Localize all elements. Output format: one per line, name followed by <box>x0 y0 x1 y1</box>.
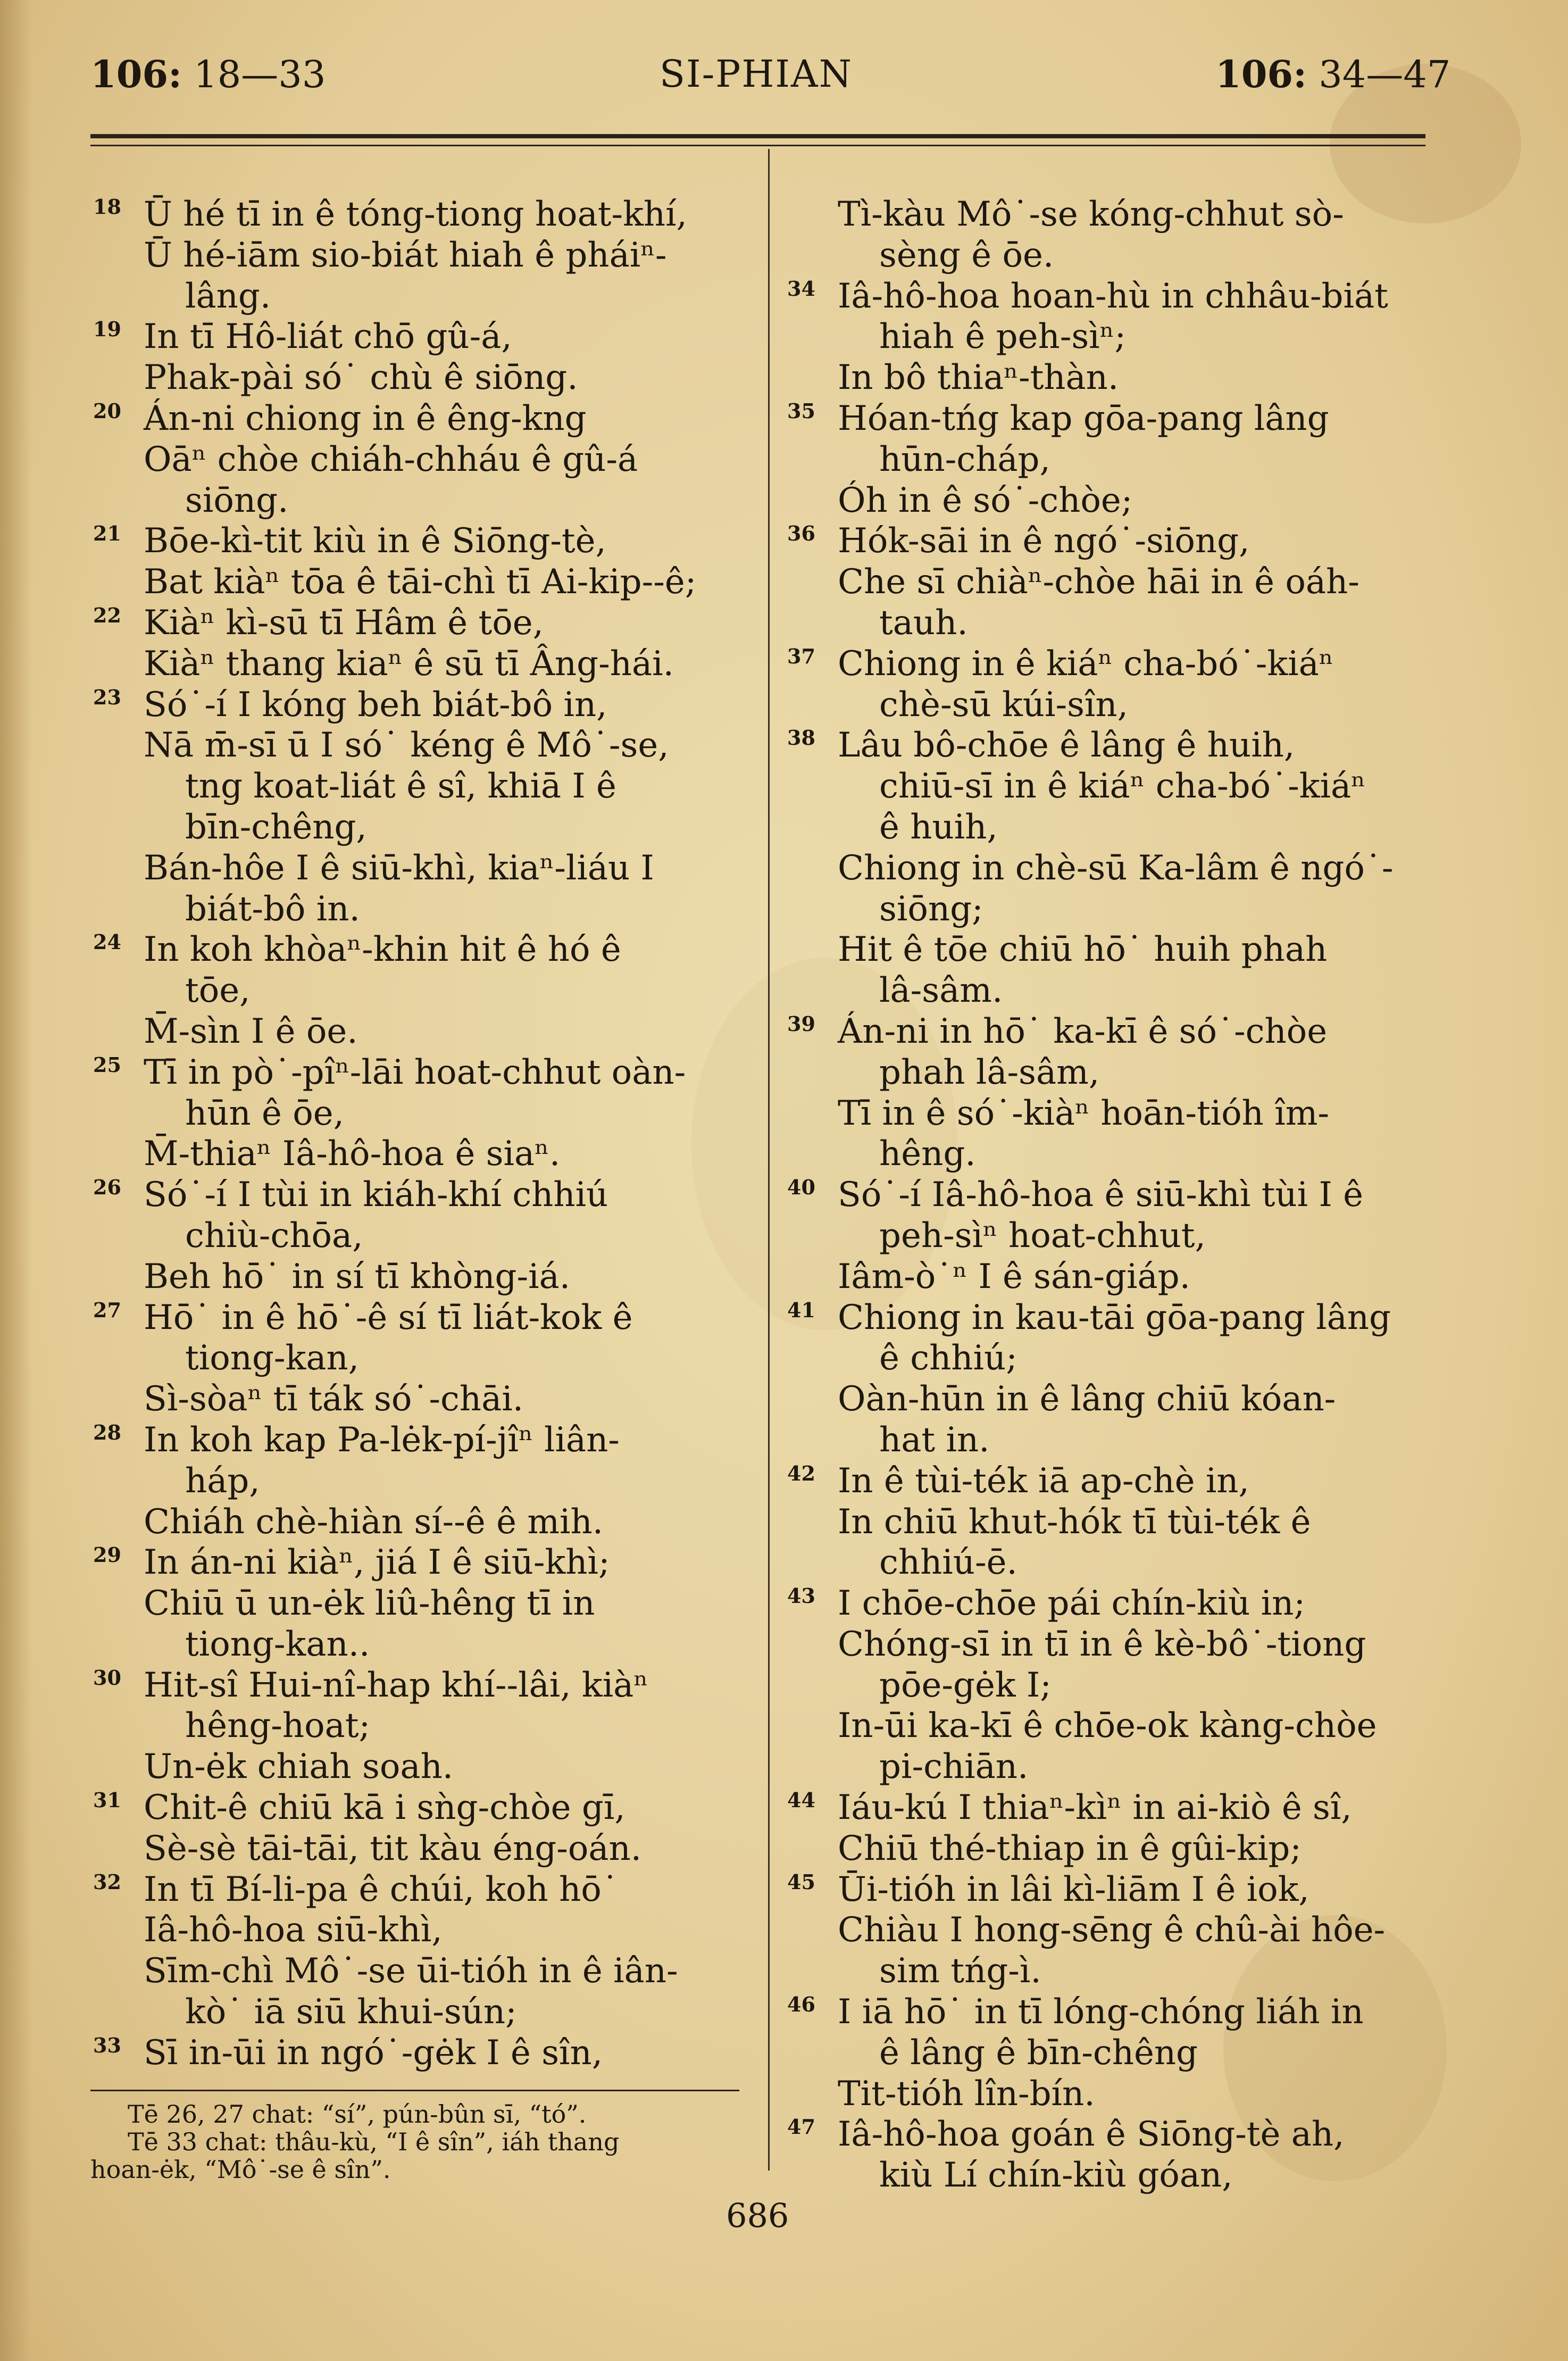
header-left <box>90 52 326 96</box>
verse <box>93 398 747 521</box>
verse <box>93 194 747 317</box>
verse-number: 22 <box>93 603 121 627</box>
verse-line: Kiàⁿ thang kiaⁿ ê sū tī Âng-hái. <box>144 644 674 684</box>
verse-line: Án-ni in hō˙ ka-kī ê só˙-chòe <box>838 1011 1328 1051</box>
verse-line: hêng-hoat; <box>185 1706 371 1746</box>
header-title: SI-PHIAN <box>660 52 853 96</box>
verse-line: M̄-sìn I ê ōe. <box>144 1011 358 1051</box>
verse <box>93 929 747 1052</box>
verse-line: Chiong in chè-sū Ka-lâm ê ngó˙- <box>838 848 1394 888</box>
verse-line: Óh in ê só˙-chòe; <box>838 480 1133 520</box>
verse <box>787 521 1441 643</box>
verse-line: Chiong in ê kiáⁿ cha-bó˙-kiáⁿ <box>838 644 1334 684</box>
verse <box>787 2114 1441 2196</box>
verse-line: Kiàⁿ kì-sū tī Hâm ê tōe, <box>144 603 544 643</box>
verse-line: hêng. <box>879 1134 976 1174</box>
verse-number: 18 <box>93 195 121 219</box>
verse-line: Bán-hôe I ê siū-khì, kiaⁿ-liáu I <box>144 848 654 888</box>
verse-line: hiah ê peh-sìⁿ; <box>879 317 1126 357</box>
verse-line: Chiong in kau-tāi gōa-pang lâng <box>838 1298 1391 1337</box>
header-right <box>1215 52 1450 96</box>
verse <box>93 1298 747 1420</box>
verse-number: 26 <box>93 1175 121 1200</box>
verse-line: Iâ-hô-hoa goán ê Siōng-tè ah, <box>838 2115 1345 2155</box>
verse <box>787 398 1441 521</box>
verse-line: Chiū thé-thiap in ê gûi-kip; <box>838 1828 1302 1868</box>
verse-number: 42 <box>787 1461 815 1485</box>
header-left-verses: 18—33 <box>194 53 326 96</box>
verse-line: Phak-pài só˙ chù ê siōng. <box>144 358 578 398</box>
verse-line: Che sī chiàⁿ-chòe hāi in ê oáh- <box>838 562 1360 602</box>
verse <box>787 1992 1441 2114</box>
header-left-chapter: 106: <box>90 52 182 96</box>
verse-line: Hók-sāi in ê ngó˙-siōng, <box>838 521 1250 561</box>
verse-line: Tì-kàu Mô˙-se kóng-chhut sò- <box>838 195 1344 234</box>
header-right-chapter: 106: <box>1215 52 1307 96</box>
verse-number: 47 <box>787 2115 815 2139</box>
verse-line: chiū-sī in ê kiáⁿ cha-bó˙-kiáⁿ <box>879 767 1366 807</box>
verse-line: ê chhiú; <box>879 1339 1017 1378</box>
verse-line: In tī Hô-liát chō gû-á, <box>144 317 512 357</box>
verse <box>93 603 747 685</box>
verse-line: In án-ni kiàⁿ, jiá I ê siū-khì; <box>144 1543 610 1583</box>
verse-line: chiù-chōa, <box>185 1216 363 1256</box>
verse <box>93 521 747 603</box>
verse <box>787 725 1441 1011</box>
verse-line: phah lâ-sâm, <box>879 1052 1100 1092</box>
verse-number: 24 <box>93 930 121 954</box>
header-right-verses: 34—47 <box>1319 53 1451 96</box>
verse-line: In koh khòaⁿ-khin hit ê hó ê <box>144 930 621 970</box>
verse-number: 39 <box>787 1011 815 1036</box>
footnote-rule <box>90 2090 739 2091</box>
verse-line: tng koat-liát ê sî, khiā I ê <box>185 767 616 807</box>
verse <box>787 1175 1441 1297</box>
verse-line: Chit-ê chiū kā i sǹg-chòe gī, <box>144 1788 625 1828</box>
verse <box>787 1869 1441 1992</box>
verse-line: chhiú-ē. <box>879 1543 1017 1583</box>
verse-line: háp, <box>185 1461 260 1501</box>
verse-line: ê huih, <box>879 807 998 847</box>
verse-line: Sīm-chì Mô˙-se ūi-tióh in ê iân- <box>144 1951 678 1991</box>
verse-line: In koh kap Pa-lėk-pí-jîⁿ liân- <box>144 1420 620 1460</box>
verse-line: M̄-thiaⁿ Iâ-hô-hoa ê siaⁿ. <box>144 1134 561 1174</box>
footnotes <box>90 2100 750 2183</box>
verse-line: Chiáh chè-hiàn sí--ê ê mih. <box>144 1502 604 1542</box>
verse-line: bīn-chêng, <box>185 807 367 847</box>
verse <box>93 317 747 398</box>
verse-number: 38 <box>787 726 815 750</box>
verse-line: In chiū khut-hók tī tùi-ték ê <box>838 1502 1311 1542</box>
column-divider <box>768 149 770 2171</box>
verse-line: Sī in-ūi in ngó˙-gėk I ê sîn, <box>144 2033 603 2073</box>
verse-line: Só˙-í I kóng beh biát-bô in, <box>144 685 607 725</box>
verse-number: 41 <box>787 1298 815 1322</box>
verse-line: Tī in pò˙-pîⁿ-lāi hoat-chhut oàn- <box>144 1052 686 1092</box>
verse-line: Chiàu I hong-sēng ê chû-ài hôe- <box>838 1910 1386 1950</box>
verse-line: Ū hé tī in ê tóng-tiong hoat-khí, <box>144 195 687 234</box>
verse-line: I iā hō˙ in tī lóng-chóng liáh in <box>838 1992 1364 2032</box>
verse-line: Só˙-í I tùi in kiáh-khí chhiú <box>144 1175 608 1215</box>
verse-line: lâng. <box>185 276 271 316</box>
verse-number: 19 <box>93 317 121 342</box>
verse-line: tiong-kan.. <box>185 1624 370 1664</box>
header-rule-thick <box>90 134 1425 138</box>
verse <box>787 1583 1441 1788</box>
verse-line: peh-sìⁿ hoat-chhut, <box>879 1216 1206 1256</box>
verse <box>787 1461 1441 1583</box>
verse-line: hūn ê ōe, <box>185 1093 344 1133</box>
verse-line: Bōe-kì-tit kiù in ê Siōng-tè, <box>144 521 606 561</box>
verse <box>93 1420 747 1542</box>
verse-line: Oàn-hūn in ê lâng chiū kóan- <box>838 1379 1336 1419</box>
verse-number: 23 <box>93 685 121 709</box>
verse-line: I chōe-chōe pái chín-kiù in; <box>838 1584 1305 1624</box>
verse-line: siōng; <box>879 889 983 929</box>
verse-line: Un-ėk chiah soah. <box>144 1747 454 1787</box>
verse-line: In bô thiaⁿ-thàn. <box>838 358 1119 398</box>
verse-line: sim tńg-ì. <box>879 1951 1041 1991</box>
verse-line: Hō˙ in ê hō˙-ê sí tī liát-kok ê <box>144 1298 633 1337</box>
verse-line: kò˙ iā siū khui-sún; <box>185 1992 517 2032</box>
verse-number: 32 <box>93 1869 121 1894</box>
verse-line: Tit-tióh lîn-bín. <box>838 2074 1095 2114</box>
verse <box>93 1052 747 1175</box>
footnote-line: Tē 26, 27 chat: “sí”, pún-bûn sī, “tó”. <box>128 2100 587 2129</box>
verse <box>787 1298 1441 1461</box>
verse-number: 31 <box>93 1788 121 1813</box>
verse-line: Lâu bô-chōe ê lâng ê huih, <box>838 726 1295 766</box>
verse-line: siōng. <box>185 480 289 520</box>
verse <box>787 644 1441 726</box>
verse-number: 29 <box>93 1543 121 1567</box>
verse-line: Sì-sòaⁿ tī ták só˙-chāi. <box>144 1379 524 1419</box>
verse-line: lâ-sâm. <box>879 971 1003 1011</box>
verse-number: 36 <box>787 521 815 546</box>
verse-line: Bat kiàⁿ tōa ê tāi-chì tī Ai-kip--ê; <box>144 562 697 602</box>
verse-line: Hit-sî Hui-nî-hap khí--lâi, kiàⁿ <box>144 1665 648 1705</box>
left-column <box>93 194 747 2074</box>
verse-number: 44 <box>787 1788 815 1813</box>
verse-line: pi-chiān. <box>879 1747 1029 1787</box>
verse-line: In ê tùi-ték iā ap-chè in, <box>838 1461 1249 1501</box>
verse-line: In tī Bí-li-pa ê chúi, koh hō˙ <box>144 1869 619 1909</box>
verse-line: Ūi-tióh in lâi kì-liām I ê iok, <box>838 1869 1310 1909</box>
footnote-line: Tē 33 chat: thâu-kù, “I ê sîn”, iáh thang <box>128 2127 620 2156</box>
header-rule-thin <box>90 145 1425 146</box>
verse-line: Só˙-í Iâ-hô-hoa ê siū-khì tùi I ê <box>838 1175 1363 1215</box>
verse-line: Sè-sè tāi-tāi, tit kàu éng-oán. <box>144 1828 642 1868</box>
verse-line: pōe-gėk I; <box>879 1665 1052 1705</box>
footnote-line: hoan-ėk, “Mô˙-se ê sîn”. <box>90 2155 391 2184</box>
verse <box>787 1788 1441 1869</box>
verse-line: In-ūi ka-kī ê chōe-ok kàng-chòe <box>838 1706 1377 1746</box>
verse-number: 40 <box>787 1175 815 1200</box>
verse-line: tiong-kan, <box>185 1339 360 1378</box>
verse-line: Iâ-hô-hoa hoan-hù in chhâu-biát <box>838 276 1388 316</box>
verse-line: tauh. <box>879 603 968 643</box>
verse-line: Hóan-tńg kap gōa-pang lâng <box>838 398 1329 438</box>
verse <box>787 194 1441 276</box>
verse-line: Tī in ê só˙-kiàⁿ hoān-tióh îm- <box>838 1093 1329 1133</box>
verse <box>93 2033 747 2074</box>
verse <box>787 1011 1441 1175</box>
verse-line: hat in. <box>879 1420 990 1460</box>
verse-line: Iáu-kú I thiaⁿ-kìⁿ in ai-kiò ê sî, <box>838 1788 1352 1828</box>
verse-line: kiù Lí chín-kiù góan, <box>879 2156 1233 2196</box>
verse-line: Chiū ū un-ėk liû-hêng tī in <box>144 1584 595 1624</box>
verse-number: 34 <box>787 276 815 301</box>
verse-number: 37 <box>787 644 815 668</box>
verse-number: 25 <box>93 1052 121 1077</box>
verse <box>787 276 1441 398</box>
verse-number: 33 <box>93 2033 121 2057</box>
verse-line: Iâ-hô-hoa siū-khì, <box>144 1910 443 1950</box>
verse-line: Oāⁿ chòe chiáh-chháu ê gû-á <box>144 439 638 479</box>
verse <box>93 1542 747 1665</box>
verse-number: 43 <box>787 1584 815 1608</box>
verse <box>93 685 747 930</box>
verse-line: tōe, <box>185 971 251 1011</box>
verse <box>93 1175 747 1297</box>
page-number: 686 <box>726 2196 789 2235</box>
verse-line: Beh hō˙ in sí tī khòng-iá. <box>144 1257 571 1296</box>
verse-line: chè-sū kúi-sîn, <box>879 685 1128 725</box>
verse-number: 45 <box>787 1869 815 1894</box>
verse-line: hūn-cháp, <box>879 439 1050 479</box>
verse-number: 27 <box>93 1298 121 1322</box>
right-column <box>787 194 1441 2196</box>
verse-line: Nā m̄-sī ū I só˙ kéng ê Mô˙-se, <box>144 726 669 766</box>
verse-number: 21 <box>93 521 121 546</box>
verse-line: Ū hé-iām sio-biát hiah ê pháiⁿ- <box>144 235 667 275</box>
verse-number: 20 <box>93 398 121 423</box>
verse-line: sèng ê ōe. <box>879 235 1054 275</box>
verse-line: biát-bô in. <box>185 889 360 929</box>
verse-line: Chóng-sī in tī in ê kè-bô˙-tiong <box>838 1624 1366 1664</box>
verse <box>93 1665 747 1788</box>
verse-line: Hit ê tōe chiū hō˙ huih phah <box>838 930 1328 970</box>
verse-line: Iâm-ò˙ⁿ I ê sán-giáp. <box>838 1257 1190 1296</box>
verse-number: 28 <box>93 1420 121 1444</box>
verse-number: 46 <box>787 1992 815 2017</box>
verse <box>93 1869 747 2033</box>
verse-line: Án-ni chiong in ê êng-kng <box>144 398 587 438</box>
verse-line: ê lâng ê bīn-chêng <box>879 2033 1198 2073</box>
verse <box>93 1788 747 1869</box>
verse-number: 35 <box>787 398 815 423</box>
verse-number: 30 <box>93 1665 121 1690</box>
